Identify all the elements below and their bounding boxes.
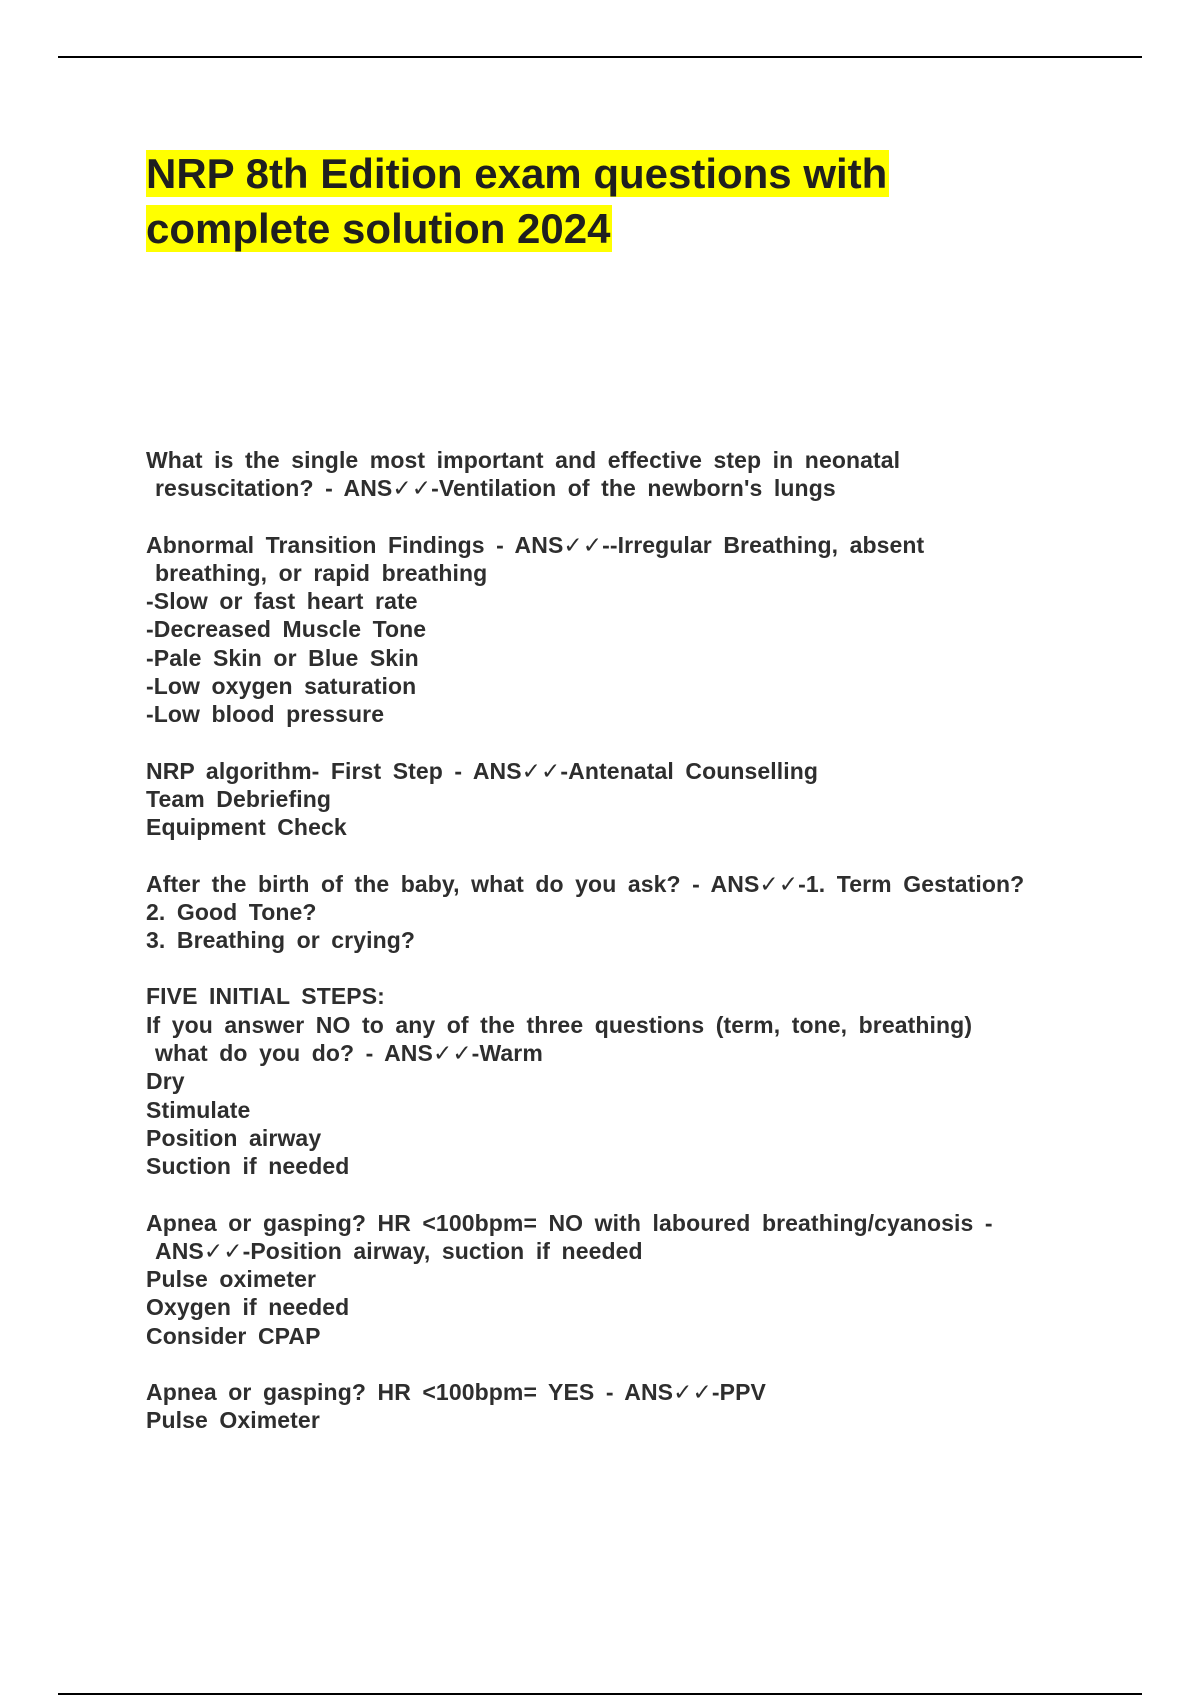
qa-line: Consider CPAP [146,1322,321,1349]
qa-line: If you answer NO to any of the three questions (term, tone, breathing) [146,1011,973,1038]
qa-line: resuscitation? - ANS✓✓-Ventilation of the newborn's lungs [155,475,836,502]
qa-line: Suction if needed [146,1153,350,1180]
qa-line: -Low blood pressure [146,701,385,728]
qa-block-after-birth [146,870,1096,955]
qa-line: breathing, or rapid breathing [155,559,488,586]
title-line-2: complete solution 2024 [146,205,611,252]
qa-block-ventilation [146,446,1096,503]
qa-content [146,446,1096,1463]
qa-line: -Slow or fast heart rate [146,588,418,615]
qa-line: Dry [146,1068,185,1095]
qa-line: ANS✓✓-Position airway, suction if needed [155,1237,643,1264]
qa-block-apnea-yes [146,1378,1096,1435]
qa-line: 2. Good Tone? [146,898,317,925]
qa-line: Equipment Check [146,814,347,841]
qa-line: Pulse oximeter [146,1266,317,1293]
qa-line: Position airway [146,1124,322,1151]
qa-line: 3. Breathing or crying? [146,927,416,954]
qa-line: Apnea or gasping? HR <100bpm= NO with laboured breathing/cyanosis - [146,1209,993,1236]
qa-line: After the birth of the baby, what do you ask? - ANS✓✓-1. Term Gestation? [146,870,1025,897]
title-line-1: NRP 8th Edition exam questions with [146,150,888,197]
qa-line: Stimulate [146,1096,251,1123]
qa-block-first-step [146,757,1096,842]
qa-line: -Pale Skin or Blue Skin [146,644,419,671]
qa-line: what do you do? - ANS✓✓-Warm [155,1040,543,1067]
qa-line: FIVE INITIAL STEPS: [146,983,385,1010]
qa-line: Team Debriefing [146,785,331,812]
qa-line: -Decreased Muscle Tone [146,616,427,643]
qa-block-initial-steps [146,982,1096,1180]
qa-line: Oxygen if needed [146,1294,350,1321]
qa-line: What is the single most important and effective step in neonatal [146,447,901,473]
document-title [146,146,1046,256]
top-rule [58,56,1142,58]
qa-block-abnormal-transition [146,531,1096,729]
qa-line: Apnea or gasping? HR <100bpm= YES - ANS✓✓-PPV [146,1379,766,1406]
qa-line: -Low oxygen saturation [146,673,417,700]
qa-line: Pulse Oximeter [146,1407,320,1434]
bottom-rule [58,1693,1142,1695]
qa-line: Abnormal Transition Findings - ANS✓✓--Irregular Breathing, absent [146,531,925,558]
qa-block-apnea-no [146,1209,1096,1350]
qa-line: NRP algorithm- First Step - ANS✓✓-Antenatal Counselling [146,757,819,784]
